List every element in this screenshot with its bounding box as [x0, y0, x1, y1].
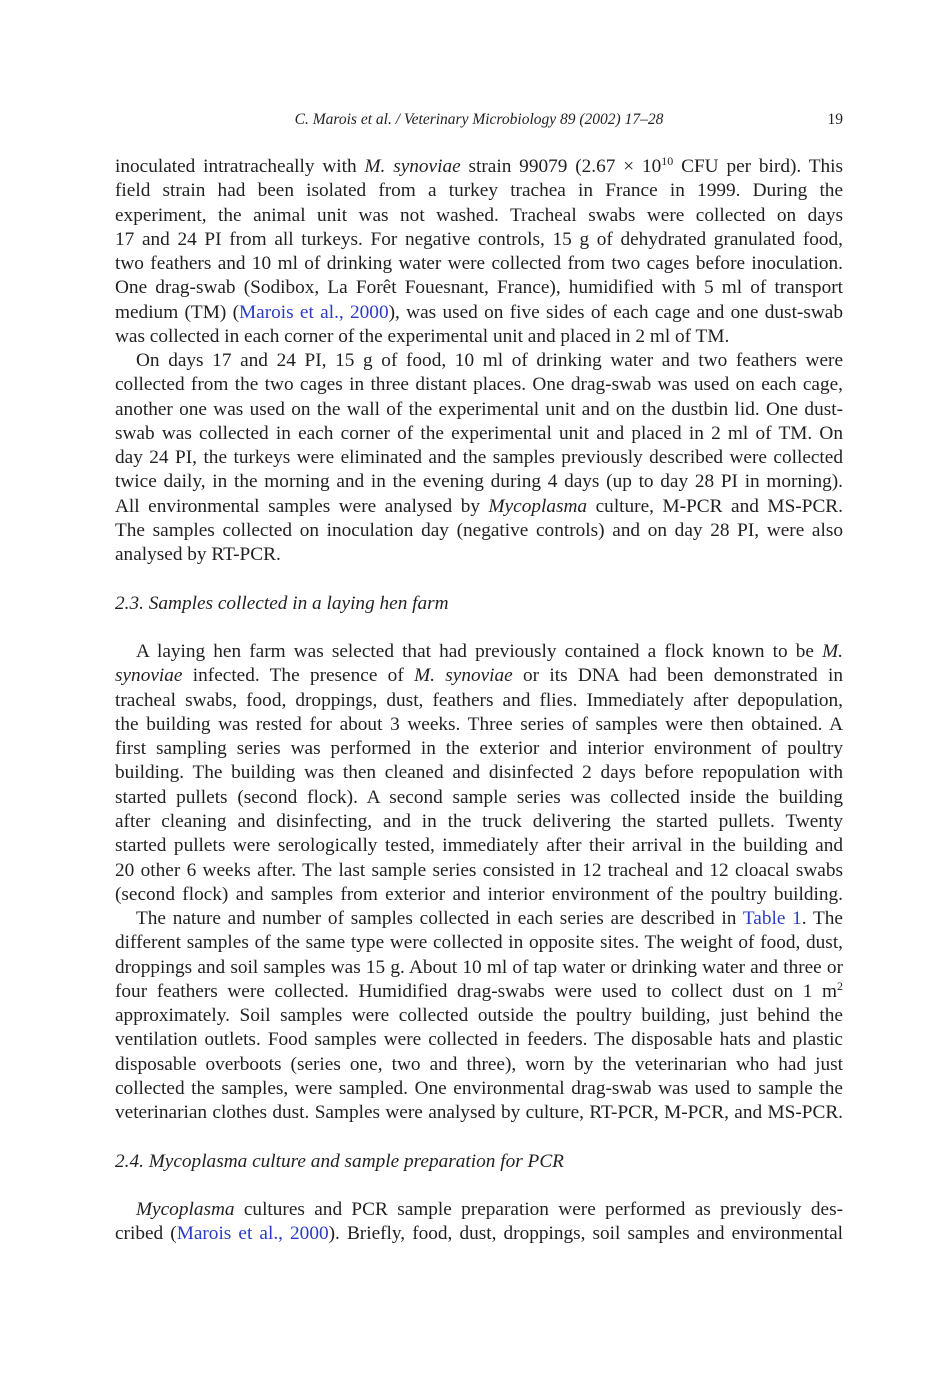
text-line	[115, 931, 843, 955]
italic-text: Mycoplasma	[488, 495, 588, 517]
text-run: infected. The presence of	[182, 665, 415, 687]
text-run: 17 and 24 PI from all turkeys. For negative controls, 15 g of dehydrated granulated food,	[115, 228, 843, 250]
text-run: culture, M-PCR and MS-PCR.	[587, 495, 843, 517]
text-run: CFU per bird). This	[673, 156, 843, 177]
superscript: 2	[837, 978, 843, 993]
text-run: field strain had been isolated from a turkey trachea in France in 1999. During the	[115, 180, 843, 202]
text-line	[115, 980, 843, 1004]
text-run: swab was collected in each corner of the experimental unit and placed in 2 ml of TM. On	[115, 422, 843, 444]
section-heading-2-3: 2.3. Samples collected in a laying hen farm	[115, 593, 449, 614]
text-line	[115, 834, 843, 858]
paragraph-laying-hen-farm	[115, 640, 843, 907]
section-heading-2-4: 2.4. Mycoplasma culture and sample preparation for PCR	[115, 1151, 564, 1172]
italic-text: M. synoviae	[414, 665, 513, 687]
text-run: ). Briefly, food, dust, droppings, soil samples and environmental	[328, 1223, 843, 1245]
paragraph-inoculation	[115, 155, 843, 349]
text-run: . The	[801, 908, 843, 929]
text-run: experiment, the animal unit was not washed. Tracheal swabs were collected on days	[115, 204, 843, 226]
paragraph-culture-preparation	[115, 1198, 843, 1247]
text-run: tracheal swabs, food, droppings, dust, feathers and flies. Immediately after depopulation,	[115, 689, 843, 711]
text-run: started pullets were serologically tested, immediately after their arrival in the building and	[115, 835, 843, 857]
text-run: approximately. Soil samples were collected outside the poultry building, just behind the	[115, 1005, 843, 1027]
running-head-citation: C. Marois et al. / Veterinary Microbiology 89 (2002) 17–28	[294, 111, 664, 128]
text-run: ), was used on five sides of each cage and one dust-swab	[388, 301, 843, 323]
text-line	[115, 422, 843, 446]
text-line	[115, 276, 843, 300]
paragraph-sampling-days	[115, 349, 843, 568]
italic-text: Mycoplasma	[136, 1199, 235, 1220]
text-line	[115, 1004, 843, 1028]
text-line	[115, 373, 843, 397]
running-head	[115, 108, 843, 132]
text-run: inoculated intratracheally with	[115, 156, 365, 177]
text-line	[115, 1101, 843, 1125]
text-line	[115, 786, 843, 810]
italic-text: synoviae	[115, 665, 183, 687]
text-line	[115, 252, 843, 276]
text-line	[115, 883, 843, 907]
text-run: ventilation outlets. Food samples were collected in feeders. The disposable hats and plastic	[115, 1029, 843, 1051]
text-run: the building was rested for about 3 weeks. Three series of samples were then obtained. A	[115, 713, 843, 735]
text-line	[115, 689, 843, 713]
text-run: veterinarian clothes dust. Samples were analysed by culture, RT-PCR, M-PCR, and MS-PCR.	[115, 1102, 843, 1124]
text-line	[115, 155, 843, 179]
text-run: day 24 PI, the turkeys were eliminated and the samples previously described were collected	[115, 447, 843, 469]
citation-link[interactable]: Marois et al., 2000	[239, 301, 389, 323]
text-run: four feathers were collected. Humidified drag-swabs were used to collect dust on 1 m	[115, 980, 837, 1002]
text-line	[115, 640, 843, 664]
text-line	[115, 956, 843, 980]
text-run: All environmental samples were analysed by	[115, 495, 489, 517]
italic-text: M.	[822, 641, 843, 662]
text-run: strain 99079 (2.67 × 10	[460, 156, 662, 177]
text-run: A laying hen farm was selected that had previously contained a flock known to be	[136, 641, 823, 662]
superscript: 10	[661, 154, 674, 168]
text-line	[115, 179, 843, 203]
text-line	[115, 446, 843, 470]
text-run: medium (TM) (	[115, 301, 239, 323]
text-run: building. The building was then cleaned and disinfected 2 days before repopulation with	[115, 762, 843, 784]
text-run: disposable overboots (series one, two and three), worn by the veterinarian who had just	[115, 1053, 843, 1075]
text-run: collected the samples, were sampled. One environmental drag-swab was used to sample the	[115, 1078, 843, 1100]
text-run: The samples collected on inoculation day (negative controls) and on day 28 PI, were also	[115, 520, 843, 542]
text-line	[115, 1028, 843, 1052]
text-run: cribed (	[115, 1223, 177, 1245]
text-run: two feathers and 10 ml of drinking water were collected from two cages before inoculation.	[115, 253, 843, 275]
text-run: (second flock) and samples from exterior and interior environment of the poultry building.	[115, 883, 843, 905]
text-line	[115, 737, 843, 761]
text-line	[115, 325, 843, 349]
text-run: On days 17 and 24 PI, 15 g of food, 10 ml of drinking water and two feathers were	[136, 350, 843, 371]
text-run: collected from the two cages in three distant places. One drag-swab was used on each cage,	[115, 374, 843, 396]
text-line	[115, 713, 843, 737]
text-run: twice daily, in the morning and in the evening during 4 days (up to day 28 PI in morning).	[115, 471, 843, 493]
text-run: droppings and soil samples was 15 g. About 10 ml of tap water or drinking water and three or	[115, 956, 843, 978]
text-run: 20 other 6 weeks after. The last sample series consisted in 12 tracheal and 12 cloacal swabs	[115, 859, 843, 881]
text-run: started pullets (second flock). A second sample series was collected inside the building	[115, 786, 843, 808]
italic-text: M. synoviae	[364, 156, 461, 177]
text-line	[115, 1077, 843, 1101]
text-run: analysed by RT-PCR.	[115, 544, 281, 566]
text-line	[115, 495, 843, 519]
text-line	[115, 349, 843, 373]
page-number: 19	[827, 111, 843, 128]
paragraph-sample-nature	[115, 907, 843, 1126]
text-run: The nature and number of samples collected in each series are described in	[136, 908, 743, 929]
text-line	[115, 810, 843, 834]
text-run: cultures and PCR sample preparation were performed as previously des-	[234, 1199, 843, 1220]
text-run: One drag-swab (Sodibox, La Forêt Fouesnant, France), humidified with 5 ml of transport	[115, 277, 843, 299]
text-line	[115, 470, 843, 494]
text-line	[115, 398, 843, 422]
text-run: or its DNA had been demonstrated in	[512, 665, 843, 687]
text-run: after cleaning and disinfecting, and in the truck delivering the started pullets. Twenty	[115, 811, 843, 833]
text-line	[115, 228, 843, 252]
text-line	[115, 519, 843, 543]
text-line	[115, 1198, 843, 1222]
text-line	[115, 859, 843, 883]
text-run: first sampling series was performed in the exterior and interior environment of poultry	[115, 738, 843, 760]
citation-link[interactable]: Marois et al., 2000	[176, 1223, 329, 1245]
text-line	[115, 543, 843, 567]
text-run: different samples of the same type were collected in opposite sites. The weight of food, dust,	[115, 932, 843, 954]
text-line	[115, 301, 843, 325]
text-line	[115, 204, 843, 228]
text-run: was collected in each corner of the experimental unit and placed in 2 ml of TM.	[115, 326, 730, 348]
text-line	[115, 907, 843, 931]
text-run: another one was used on the wall of the experimental unit and on the dustbin lid. One dust-	[115, 398, 843, 420]
text-line	[115, 761, 843, 785]
text-line	[115, 1053, 843, 1077]
text-line	[115, 1222, 843, 1246]
text-line	[115, 664, 843, 688]
citation-link[interactable]: Table 1	[742, 908, 802, 929]
